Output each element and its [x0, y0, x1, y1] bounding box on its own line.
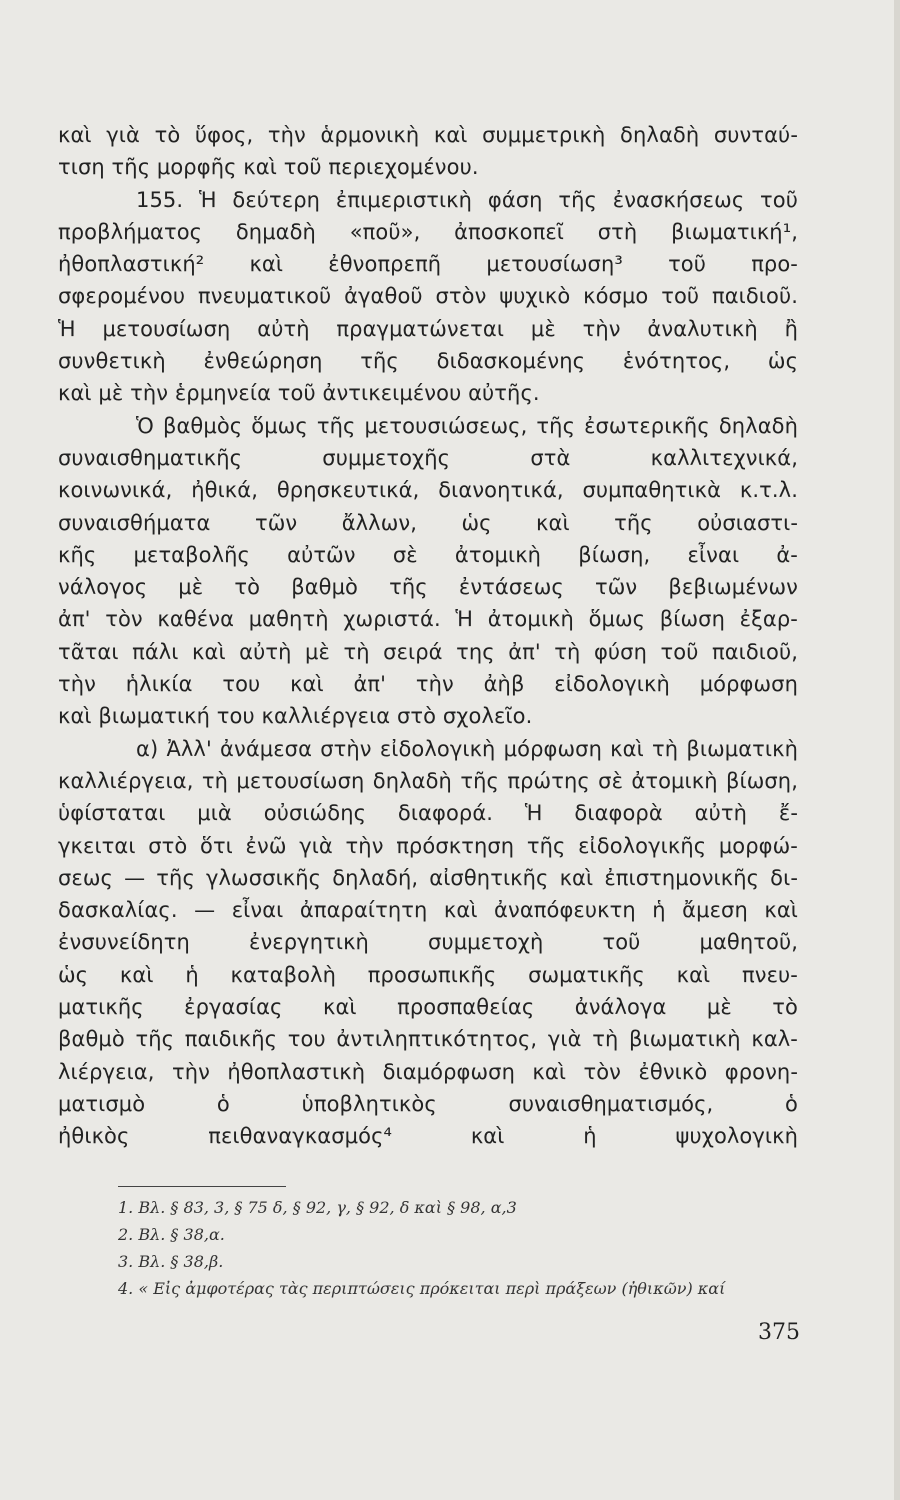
page-number: 375 [758, 1320, 800, 1345]
text-line: ματισμὸ ὁ ὑποβλητικὸς συναισθηματισμός, ὁ [58, 1091, 798, 1116]
text-line: ὡς καὶ ἡ καταβολὴ προσωπικῆς σωματικῆς καὶ πνευ- [58, 962, 798, 987]
footnote-3: 3. Βλ. § 38,β. [118, 1252, 224, 1271]
text-line: βαθμὸ τῆς παιδικῆς του ἀντιληπτικότητος, γιὰ τὴ βιωματικὴ καλ- [58, 1027, 798, 1052]
text-line: τᾶται πάλι καὶ αὐτὴ μὲ τὴ σειρά της ἀπ' τὴ φύση τοῦ παιδιοῦ, [58, 639, 798, 664]
body-text [58, 119, 798, 1153]
text-line: Ὁ βαθμὸς ὅμως τῆς μετουσιώσεως, τῆς ἐσωτερικῆς δηλαδὴ [136, 413, 798, 438]
text-line: σφερομένου πνευματικοῦ ἀγαθοῦ στὸν ψυχικὸ κόσμο τοῦ παιδιοῦ. [58, 284, 798, 309]
text-line: κοινωνικά, ἠθικά, θρησκευτικά, διανοητικά, συμπαθητικὰ κ.τ.λ. [58, 478, 798, 503]
text-line: ἠθοπλαστική² καὶ ἐθνοπρεπῆ μετουσίωση³ τοῦ προ- [58, 252, 798, 277]
text-line: καὶ γιὰ τὸ ὕφος, τὴν ἁρμονικὴ καὶ συμμετρικὴ δηλαδὴ συνταύ- [58, 123, 798, 147]
text-line: ματικῆς ἐργασίας καὶ προσπαθείας ἀνάλογα μὲ τὸ [58, 995, 798, 1020]
text-line: ἀπ' τὸν καθένα μαθητὴ χωριστά. Ἡ ἀτομικὴ ὅμως βίωση ἐξαρ- [58, 607, 798, 632]
text-line: τὴν ἡλικία του καὶ ἀπ' τὴν ἀὴβ εἰδολογικὴ μόρφωση [58, 672, 798, 697]
footnote-4: 4. « Εἰς ἀμφοτέρας τὰς περιπτώσεις πρόκειται περὶ πράξεων (ἠθικῶν) καί [118, 1279, 726, 1298]
footnote-2: 2. Βλ. § 38,α. [118, 1225, 225, 1244]
text-line: ἐνσυνείδητη ἐνεργητικὴ συμμετοχὴ τοῦ μαθητοῦ, [58, 930, 798, 955]
text-line: συναισθήματα τῶν ἄλλων, ὡς καὶ τῆς οὐσιαστι- [58, 510, 798, 535]
text-line: συναισθηματικῆς συμμετοχῆς στὰ καλλιτεχνικά, [58, 445, 798, 470]
text-line: δασκαλίας. — εἶναι ἀπαραίτητη καὶ ἀναπόφευκτη ἡ ἄμεση καὶ [58, 898, 798, 923]
text-line: προβλήματος δημαδὴ «ποῦ», ἀποσκοπεῖ στὴ βιωματική¹, [58, 219, 798, 244]
footnote-divider [118, 1186, 286, 1187]
text-line: ὑφίσταται μιὰ οὐσιώδης διαφορά. Ἡ διαφορὰ αὐτὴ ἔ- [58, 801, 798, 826]
text-line: λιέργεια, τὴν ἠθοπλαστικὴ διαμόρφωση καὶ τὸν ἐθνικὸ φρονη- [58, 1059, 798, 1084]
text-line: νάλογος μὲ τὸ βαθμὸ τῆς ἐντάσεως τῶν βεβιωμένων [58, 575, 798, 600]
text-line: τιση τῆς μορφῆς καὶ τοῦ περιεχομένου. [58, 155, 479, 180]
text-line: ἠθικὸς πειθαναγκασμός⁴ καὶ ἡ ψυχολογικὴ [58, 1124, 798, 1149]
text-line: καὶ μὲ τὴν ἑρμηνεία τοῦ ἀντικειμένου αὐτῆς. [58, 381, 540, 406]
page-edge [894, 0, 900, 1500]
text-line: συνθετικὴ ἐνθεώρηση τῆς διδασκομένης ἑνότητος, ὡς [58, 349, 798, 374]
footnote-1: 1. Βλ. § 83, 3, § 75 δ, § 92, γ, § 92, δ καὶ § 98, α,3 [118, 1198, 517, 1217]
section-heading-line: 155. Ἡ δεύτερη ἐπιμεριστικὴ φάση τῆς ἐνασκήσεως τοῦ [136, 187, 798, 212]
footnotes [118, 1194, 798, 1302]
text-line: γκειται στὸ ὅτι ἐνῶ γιὰ τὴν πρόσκτηση τῆς εἰδολογικῆς μορφώ- [58, 833, 798, 858]
text-line: σεως — τῆς γλωσσικῆς δηλαδή, αἰσθητικῆς καὶ ἐπιστημονικῆς δι- [58, 865, 798, 890]
text-line: καὶ βιωματική του καλλιέργεια στὸ σχολεῖο. [58, 704, 533, 729]
text-line: κῆς μεταβολῆς αὐτῶν σὲ ἀτομικὴ βίωση, εἶναι ἀ- [58, 542, 798, 567]
text-line: α) Ἀλλ' ἀνάμεσα στὴν εἰδολογικὴ μόρφωση καὶ τὴ βιωματικὴ [136, 736, 798, 761]
text-line: καλλιέργεια, τὴ μετουσίωση δηλαδὴ τῆς πρώτης σὲ ἀτομικὴ βίωση, [58, 768, 798, 793]
text-line: Ἡ μετουσίωση αὐτὴ πραγματώνεται μὲ τὴν ἀναλυτικὴ ἢ [58, 316, 798, 341]
